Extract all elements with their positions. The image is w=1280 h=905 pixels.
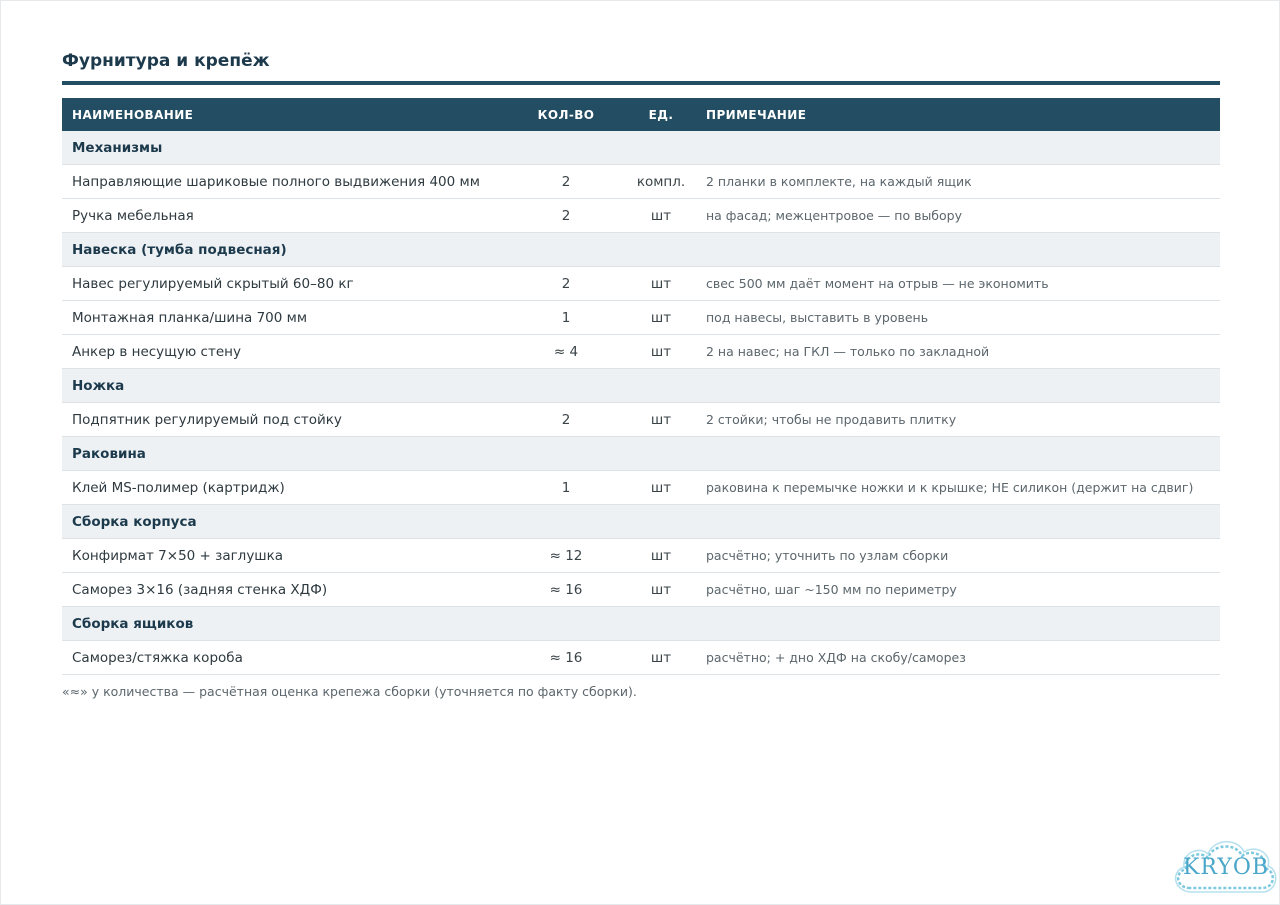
table-row <box>62 471 1220 505</box>
item-qty: 1 <box>506 471 626 505</box>
table-row <box>62 301 1220 335</box>
item-note: под навесы, выставить в уровень <box>696 301 1220 335</box>
column-header-qty: КОЛ-ВО <box>537 107 595 122</box>
item-qty: ≈ 16 <box>506 573 626 607</box>
section-title: Фурнитура и крепёж <box>62 49 1220 85</box>
item-unit: шт <box>626 301 696 335</box>
item-name: Ручка мебельная <box>62 199 506 233</box>
table-row <box>62 573 1220 607</box>
item-unit: шт <box>626 199 696 233</box>
group-label: Сборка корпуса <box>62 505 1220 539</box>
item-note: расчётно; уточнить по узлам сборки <box>696 539 1220 573</box>
item-note: расчётно; + дно ХДФ на скобу/саморез <box>696 641 1220 675</box>
item-note: свес 500 мм даёт момент на отрыв — не экономить <box>696 267 1220 301</box>
table-body <box>62 131 1220 675</box>
item-unit: компл. <box>626 165 696 199</box>
table-header-row <box>62 98 1220 131</box>
footnote: «≈» у количества — расчётная оценка крепежа сборки (уточняется по факту сборки). <box>62 684 637 699</box>
column-header-note: ПРИМЕЧАНИЕ <box>706 107 807 122</box>
group-label: Раковина <box>62 437 1220 471</box>
item-note: на фасад; межцентровое — по выбору <box>696 199 1220 233</box>
item-unit: шт <box>626 539 696 573</box>
table-row <box>62 335 1220 369</box>
table-row <box>62 641 1220 675</box>
item-qty: 2 <box>506 267 626 301</box>
item-qty: 1 <box>506 301 626 335</box>
group-label: Механизмы <box>62 131 1220 165</box>
group-label: Ножка <box>62 369 1220 403</box>
item-unit: шт <box>626 335 696 369</box>
item-unit: шт <box>626 471 696 505</box>
item-qty: ≈ 16 <box>506 641 626 675</box>
table-row <box>62 199 1220 233</box>
table-row <box>62 165 1220 199</box>
item-name: Саморез/стяжка короба <box>62 641 506 675</box>
group-row <box>62 607 1220 641</box>
item-name: Саморез 3×16 (задняя стенка ХДФ) <box>62 573 506 607</box>
item-unit: шт <box>626 641 696 675</box>
item-unit: шт <box>626 403 696 437</box>
group-row <box>62 131 1220 165</box>
item-qty: 2 <box>506 403 626 437</box>
item-note: 2 стойки; чтобы не продавить плитку <box>696 403 1220 437</box>
group-row <box>62 369 1220 403</box>
table-row <box>62 403 1220 437</box>
group-row <box>62 505 1220 539</box>
item-qty: 2 <box>506 199 626 233</box>
item-note: 2 планки в комплекте, на каждый ящик <box>696 165 1220 199</box>
group-row <box>62 437 1220 471</box>
column-header-unit: ЕД. <box>648 107 674 122</box>
item-note: расчётно, шаг ~150 мм по периметру <box>696 573 1220 607</box>
item-note: раковина к перемычке ножки и к крышке; НЕ силикон (держит на сдвиг) <box>696 471 1220 505</box>
item-name: Конфирмат 7×50 + заглушка <box>62 539 506 573</box>
item-name: Клей MS-полимер (картридж) <box>62 471 506 505</box>
table-header <box>62 98 1220 131</box>
item-name: Навес регулируемый скрытый 60–80 кг <box>62 267 506 301</box>
item-unit: шт <box>626 573 696 607</box>
hardware-table <box>62 98 1220 675</box>
table-row <box>62 539 1220 573</box>
item-qty: ≈ 12 <box>506 539 626 573</box>
item-name: Подпятник регулируемый под стойку <box>62 403 506 437</box>
logo-text: KRYOB <box>1183 855 1270 880</box>
item-qty: 2 <box>506 165 626 199</box>
item-unit: шт <box>626 267 696 301</box>
item-name: Направляющие шариковые полного выдвижения 400 мм <box>62 165 506 199</box>
table-row <box>62 267 1220 301</box>
item-note: 2 на навес; на ГКЛ — только по закладной <box>696 335 1220 369</box>
item-qty: ≈ 4 <box>506 335 626 369</box>
group-label: Сборка ящиков <box>62 607 1220 641</box>
column-header-name: НАИМЕНОВАНИЕ <box>72 107 194 122</box>
item-name: Анкер в несущую стену <box>62 335 506 369</box>
group-row <box>62 233 1220 267</box>
document-content <box>62 49 1220 699</box>
item-name: Монтажная планка/шина 700 мм <box>62 301 506 335</box>
group-label: Навеска (тумба подвесная) <box>62 233 1220 267</box>
